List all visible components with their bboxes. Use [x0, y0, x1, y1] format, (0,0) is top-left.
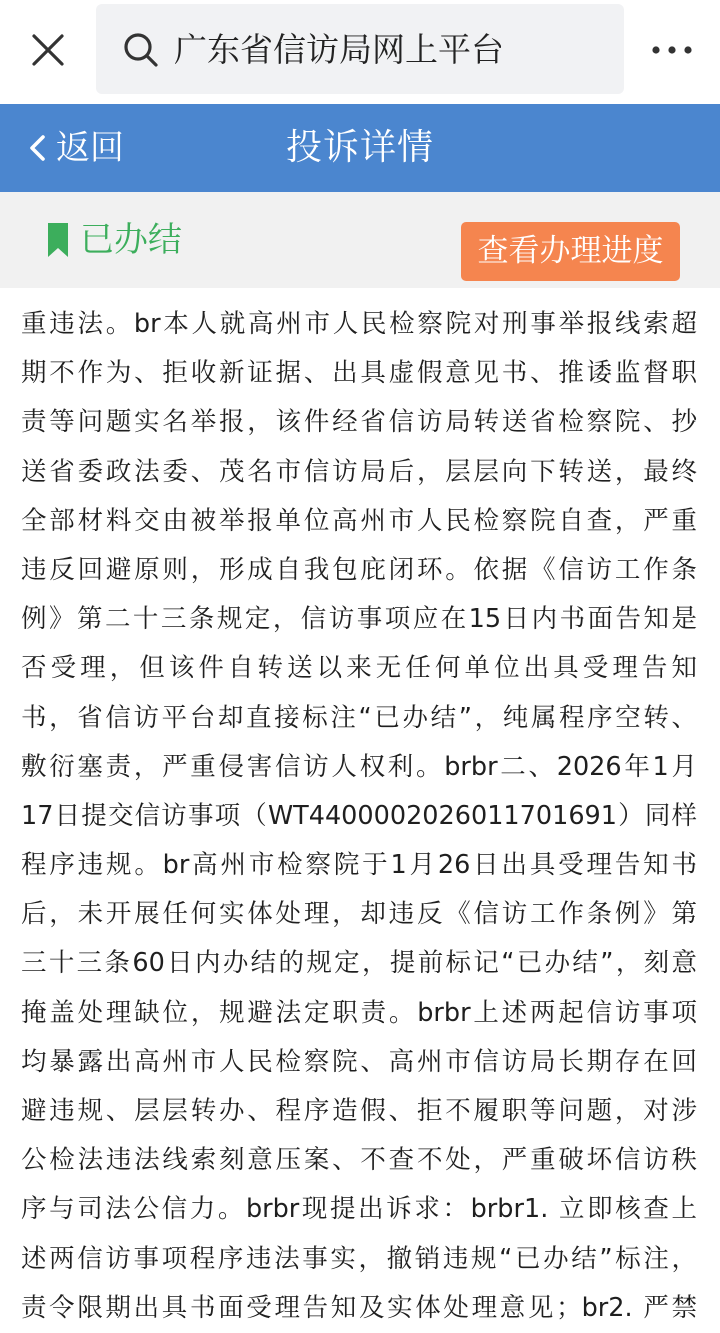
close-icon	[26, 28, 70, 72]
status-label: 已办结	[80, 220, 182, 260]
content-line: 违反回避原则，形成自我包庇闭环。依据《信访工作条	[21, 554, 697, 585]
browser-top-bar	[0, 0, 720, 104]
status-badge	[46, 220, 182, 260]
address-search-box[interactable]	[96, 4, 624, 94]
content-line: 书，省信访平台却直接标注“已办结”，纯属程序空转、	[21, 702, 697, 733]
content-line: 述两信访事项程序违法事实，撤销违规“已办结”标注，	[21, 1243, 697, 1274]
search-icon	[122, 31, 160, 69]
complaint-content	[21, 300, 697, 1333]
content-line: 期不作为、拒收新证据、出具虚假意见书、推诿监督职	[21, 358, 697, 389]
back-label: 返回	[56, 128, 124, 168]
content-line: 重违法。br本人就高州市人民检察院对刑事举报线索超	[21, 309, 697, 339]
close-button[interactable]	[26, 28, 70, 72]
content-line: 三十三条60日内办结的规定，提前标记“已办结”，刻意	[21, 948, 697, 979]
content-line: 程序违规。br高州市检察院于1月26日出具受理告知书	[21, 850, 697, 881]
content-line: 序与司法公信力。brbr现提出诉求：brbr1. 立即核查上	[21, 1194, 697, 1225]
content-line: 掩盖处理缺位，规避法定职责。brbr上述两起信访事项	[21, 997, 697, 1028]
content-line: 后，未开展任何实体处理，却违反《信访工作条例》第	[21, 899, 697, 930]
view-progress-button[interactable]: 查看办理进度	[461, 222, 680, 281]
address-text: 广东省信访局网上平台	[174, 30, 504, 69]
content-line: 送省委政法委、茂名市信访局后，层层向下转送，最终	[21, 456, 697, 487]
content-line: 均暴露出高州市人民检察院、高州市信访局长期存在回	[21, 1046, 697, 1077]
content-line: 例》第二十三条规定，信访事项应在15日内书面告知是	[21, 604, 697, 635]
bookmark-icon	[46, 221, 70, 259]
content-line: 敷衍塞责，严重侵害信访人权利。brbr二、2026年1月	[21, 751, 697, 782]
content-line: 全部材料交由被举报单位高州市人民检察院自查，严重	[21, 505, 697, 536]
more-menu-button[interactable]	[648, 30, 696, 70]
page-nav-bar	[0, 104, 720, 192]
content-line: 责令限期出具书面受理告知及实体处理意见；br2. 严禁	[21, 1292, 697, 1323]
content-line: 17日提交信访事项（WT4400002026011701691）同样	[21, 800, 697, 831]
content-line: 否受理，但该件自转送以来无任何单位出具受理告知	[21, 653, 697, 684]
content-line: 公检法违法线索刻意压案、不查不处，严重破坏信访秩	[21, 1145, 697, 1176]
content-line: 避违规、层层转办、程序造假、拒不履职等问题，对涉	[21, 1096, 697, 1126]
more-icon	[648, 30, 696, 70]
content-line: 责等问题实名举报，该件经省信访局转送省检察院、抄	[21, 407, 697, 438]
page-title: 投诉详情	[285, 127, 434, 168]
